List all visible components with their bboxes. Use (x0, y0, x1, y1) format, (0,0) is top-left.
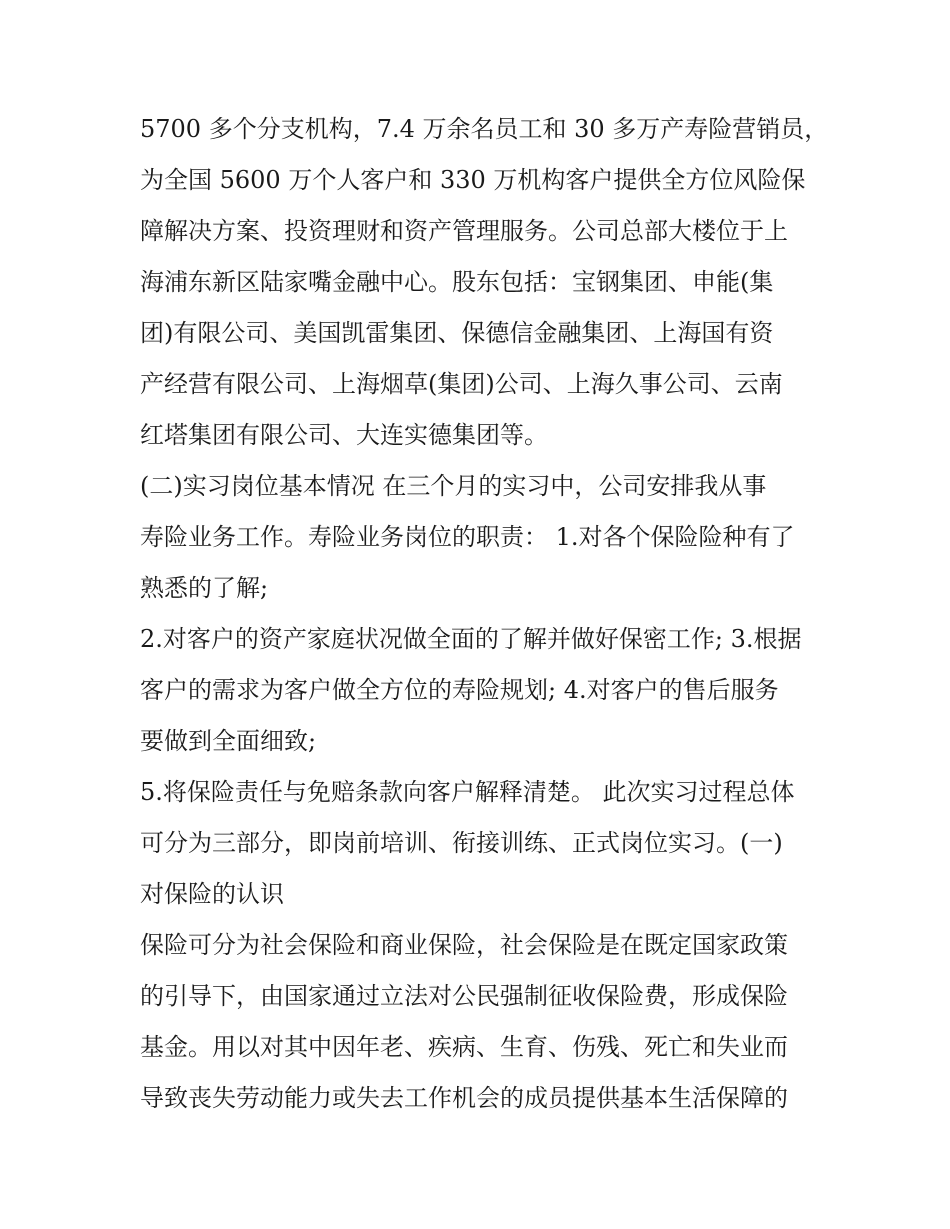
text-line: 的引导下，由国家通过立法对公民强制征收保险费，形成保险 (140, 982, 788, 1010)
text-line: 保险可分为社会保险和商业保险，社会保险是在既定国家政策 (140, 931, 788, 959)
text-line: 对保险的认识 (140, 880, 284, 908)
text-line: 5.将保险责任与免赔条款向客户解释清楚。 此次实习过程总体 (140, 778, 795, 806)
text-line: 海浦东新区陆家嘴金融中心。股东包括：宝钢集团、申能(集 (140, 268, 774, 296)
text-line: 5700 多个分支机构，7.4 万余名员工和 30 多万产寿险营销员， (140, 115, 829, 143)
text-line: 寿险业务工作。寿险业务岗位的职责： 1.对各个保险险种有了 (140, 523, 795, 551)
text-line: 要做到全面细致; (140, 727, 317, 755)
text-line: 可分为三部分，即岗前培训、衔接训练、正式岗位实习。(一) (140, 829, 783, 857)
text-line: 基金。用以对其中因年老、疾病、生育、伤残、死亡和失业而 (140, 1033, 788, 1061)
body-text (140, 104, 840, 1124)
text-line: 导致丧失劳动能力或失去工作机会的成员提供基本生活保障的 (140, 1084, 788, 1112)
text-line: 产经营有限公司、上海烟草(集团)公司、上海久事公司、云南 (140, 370, 783, 398)
text-line: 客户的需求为客户做全方位的寿险规划; 4.对客户的售后服务 (140, 676, 779, 704)
text-line: 2.对客户的资产家庭状况做全面的了解并做好保密工作; 3.根据 (140, 625, 802, 653)
text-line: 熟悉的了解; (140, 574, 269, 602)
text-line: 团)有限公司、美国凯雷集团、保德信金融集团、上海国有资 (140, 319, 774, 347)
text-line: 红塔集团有限公司、大连实德集团等。 (140, 421, 548, 449)
text-line: 障解决方案、投资理财和资产管理服务。公司总部大楼位于上 (140, 217, 788, 245)
text-line: (二)实习岗位基本情况 在三个月的实习中，公司安排我从事 (140, 472, 767, 500)
text-line: 为全国 5600 万个人客户和 330 万机构客户提供全方位风险保 (140, 166, 806, 194)
